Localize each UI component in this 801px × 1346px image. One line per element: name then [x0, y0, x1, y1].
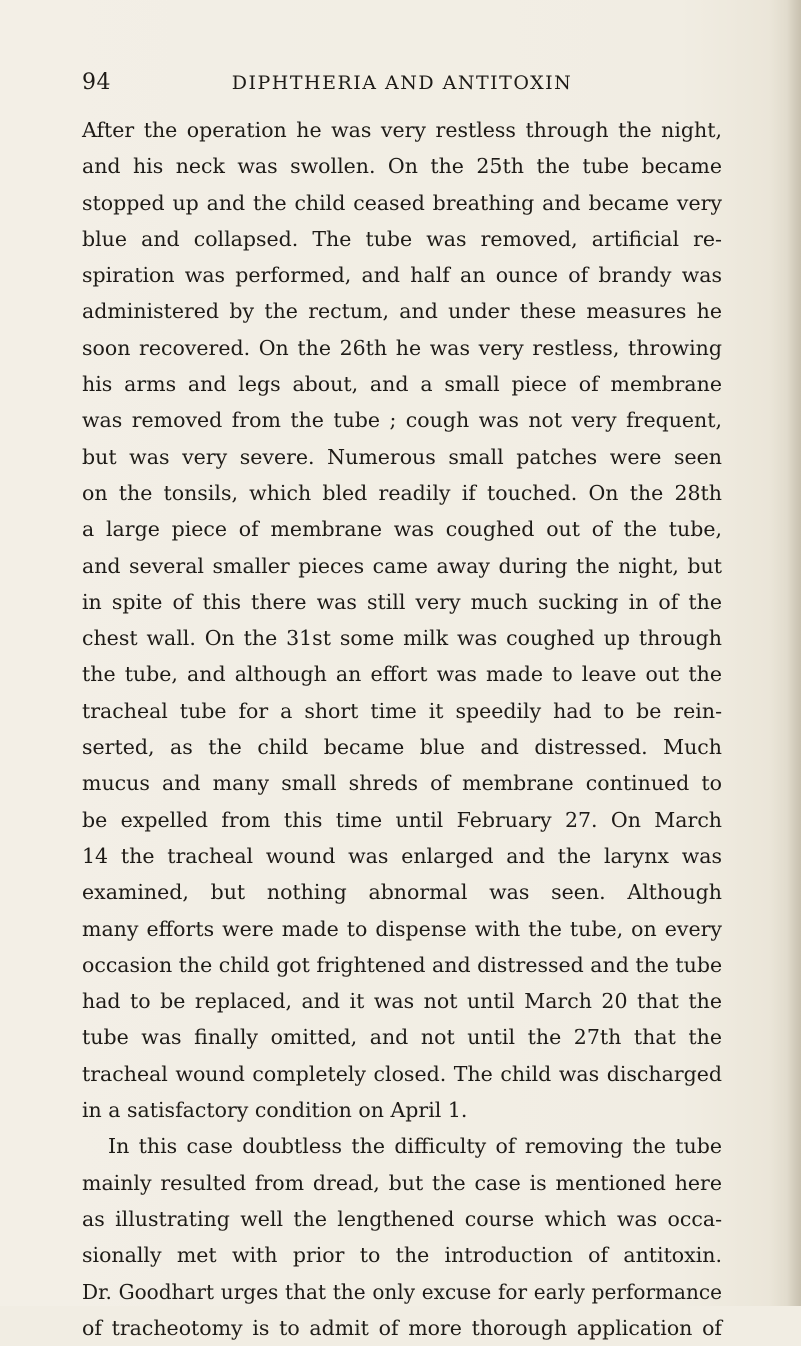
- text-line: 14 the tracheal wound was enlarged and the larynx was: [82, 843, 722, 868]
- text-line: be expelled from this time until February 27. On March: [82, 807, 722, 832]
- text-line: mainly resulted from dread, but the case is mentioned here: [82, 1170, 722, 1195]
- text-line: a large piece of membrane was coughed out of the tube,: [82, 517, 722, 542]
- text-line: Dr. Goodhart urges that the only excuse for early performance: [82, 1279, 722, 1304]
- text-line: examined, but nothing abnormal was seen. Although: [82, 880, 722, 905]
- text-line: blue and collapsed. The tube was removed, artificial re-: [82, 226, 722, 251]
- running-title: DIPHTHERIA AND ANTITOXIN: [231, 72, 573, 94]
- page-edge-shadow: [787, 0, 801, 1306]
- text-line: was removed from the tube ; cough was not very frequent,: [82, 408, 722, 433]
- text-line: occasion the child got frightened and distressed and the tube: [82, 952, 723, 977]
- text-line: spiration was performed, and half an ounce of brandy was: [82, 263, 722, 288]
- paragraph-end-line: in a satisfactory condition on April 1.: [82, 1098, 468, 1123]
- paragraph-start-line: In this case doubtless the difficulty of removing the tube: [108, 1134, 722, 1159]
- text-line: serted, as the child became blue and distressed. Much: [82, 735, 722, 760]
- text-line: as illustrating well the lengthened course which was occa-: [82, 1206, 722, 1231]
- text-line: chest wall. On the 31st some milk was coughed up through: [82, 626, 722, 651]
- text-line: stopped up and the child ceased breathing and became very: [82, 190, 722, 215]
- page-number: 94: [82, 70, 111, 95]
- text-line: and his neck was swollen. On the 25th the tube became: [82, 154, 722, 179]
- text-line: soon recovered. On the 26th he was very restless, throwing: [82, 335, 722, 360]
- page-header: [82, 70, 722, 100]
- text-line: of tracheotomy is to admit of more thorough application of: [82, 1315, 722, 1340]
- text-line: many efforts were made to dispense with the tube, on every: [82, 916, 722, 941]
- text-line: tracheal tube for a short time it speedily had to be rein-: [82, 698, 722, 723]
- text-line: sionally met with prior to the introduction of antitoxin.: [82, 1243, 722, 1268]
- text-line: his arms and legs about, and a small piece of membrane: [82, 372, 722, 397]
- text-line: had to be replaced, and it was not until March 20 that the: [82, 989, 722, 1014]
- text-line: tube was finally omitted, and not until the 27th that the: [82, 1025, 722, 1050]
- text-line: After the operation he was very restless through the night,: [82, 118, 722, 142]
- text-line: on the tonsils, which bled readily if touched. On the 28th: [82, 480, 722, 505]
- text-line: mucus and many small shreds of membrane continued to: [82, 771, 722, 796]
- text-line: tracheal wound completely closed. The child was discharged: [82, 1061, 722, 1086]
- text-line: administered by the rectum, and under these measures he: [82, 299, 722, 324]
- text-line: and several smaller pieces came away during the night, but: [82, 553, 722, 578]
- text-line: the tube, and although an effort was made to leave out the: [82, 662, 722, 687]
- text-line: in spite of this there was still very much sucking in of the: [82, 589, 722, 614]
- text-line: but was very severe. Numerous small patches were seen: [82, 444, 722, 469]
- body-text: [82, 112, 722, 1346]
